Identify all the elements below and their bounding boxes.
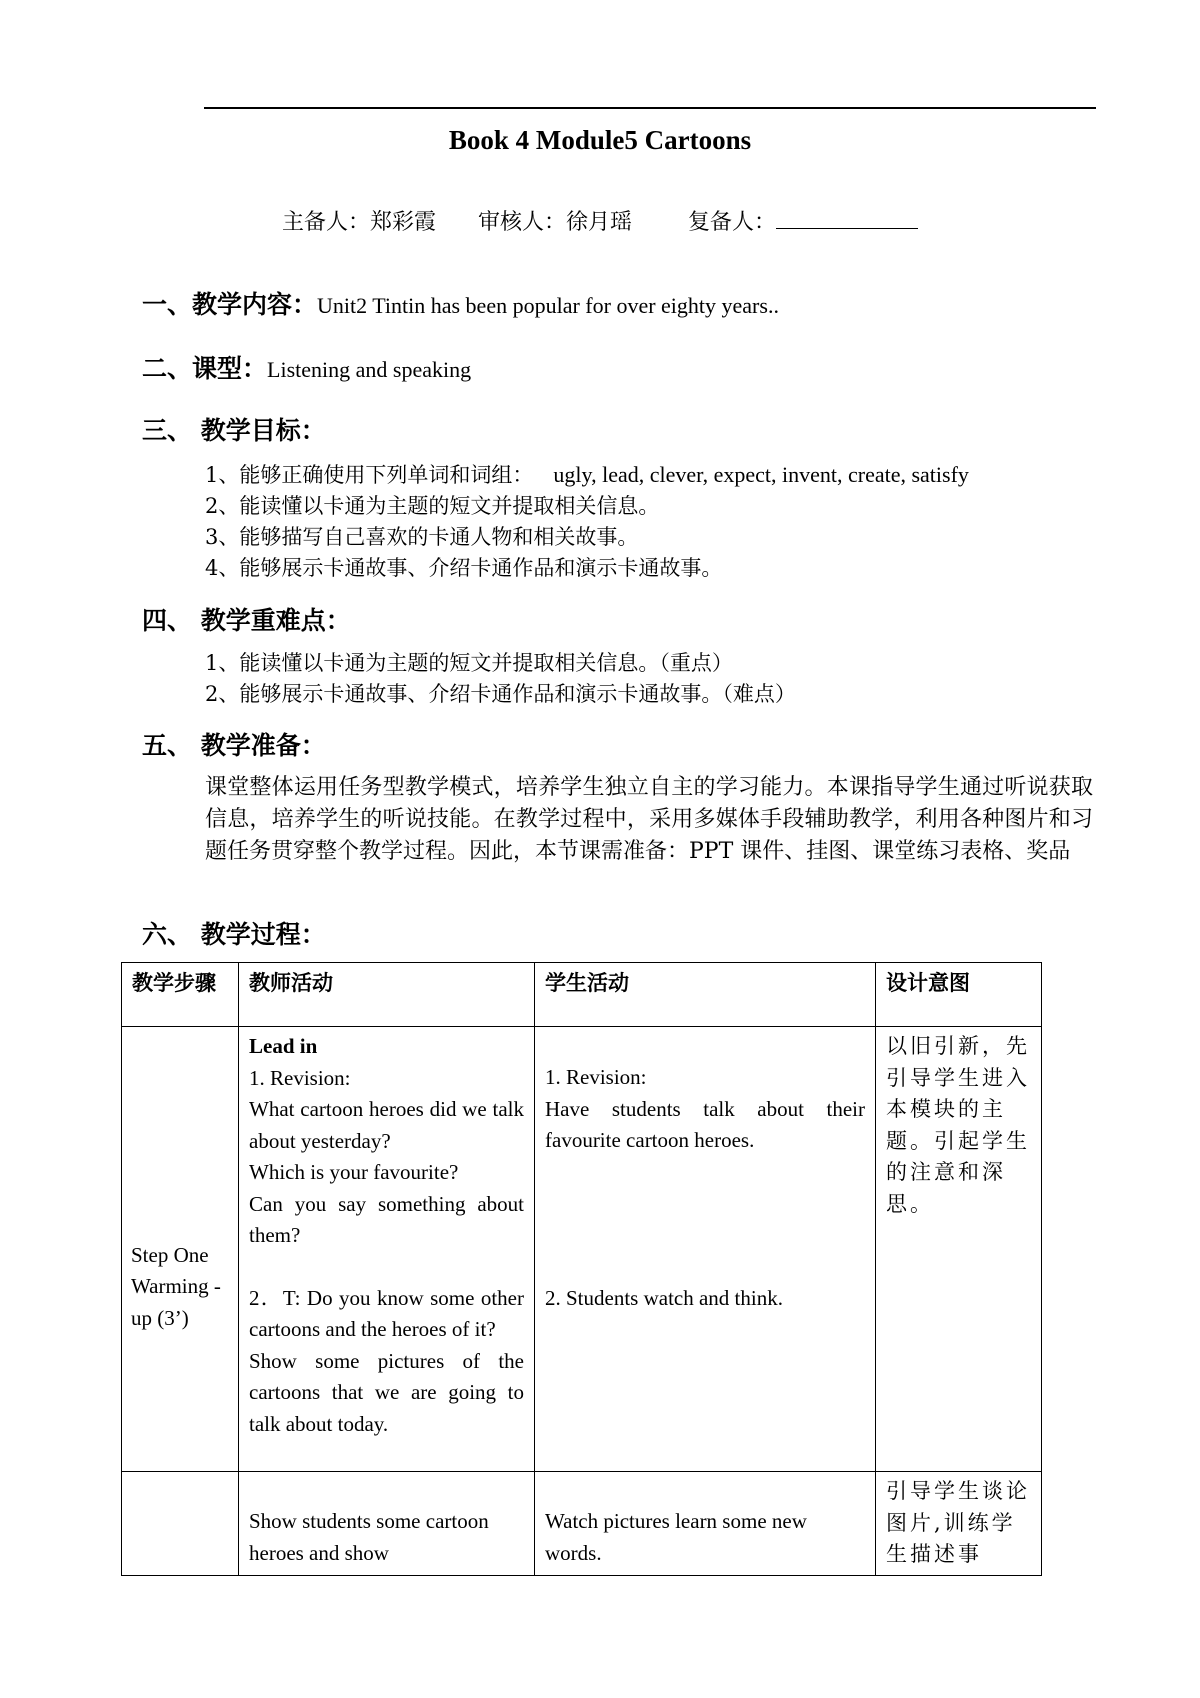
student-activity-cell: 1. Revision: Have students talk about their favourite cartoon heroes. 2. Students watch and think. (535, 1027, 876, 1472)
table-row (122, 1027, 1042, 1472)
preparation-paragraph: 课堂整体运用任务型教学模式，培养学生独立自主的学习能力。本课指导学生通过听说获取信息，培养学生的听说技能。在教学过程中，采用多媒体手段辅助教学，利用各种图片和习题任务贯穿整个教学过程。因此，本节课需准备：PPT 课件、挂图、课堂练习表格、奖品 (205, 775, 1093, 864)
section-lesson-type (142, 349, 471, 385)
section-lesson-type-label: 二、课型： (142, 354, 268, 383)
section-lesson-type-text: Listening and speaking (267, 357, 472, 382)
section-objectives (142, 411, 326, 447)
step-cell: Step One Warming -up (3’) (122, 1027, 239, 1472)
table-row (122, 1472, 1042, 1576)
header-student: 学生活动 (535, 963, 876, 1027)
section-content-label: 一、教学内容： (142, 290, 318, 319)
table-header-row (122, 963, 1042, 1027)
list-item: 1、能读懂以卡通为主题的短文并提取相关信息。（重点） (205, 651, 733, 675)
teacher-activity-cell: Lead in 1. Revision: What cartoon heroes did we talk about yesterday? Which is your favourite? Can you say something about them? 2．T: Do you know some other cartoons and the heroes of it? Show some pictures of the cartoons that we are going to talk about today. (239, 1027, 535, 1472)
list-item: 3、能够描写自己喜欢的卡通人物和相关故事。 (205, 525, 639, 549)
reviewer-blank (776, 210, 918, 229)
design-intent-cell: 以旧引新，先引导学生进入本模块的主题。引起学生的注意和深思。 (876, 1027, 1042, 1472)
document-title: Book 4 Module5 Cartoons (448, 125, 752, 155)
section-key-points (142, 601, 351, 637)
section-process-label: 六、 教学过程： (142, 920, 326, 949)
header-step: 教学步骤 (122, 963, 239, 1027)
design-intent-cell: 引导学生谈论图片,训练学生描述事 (876, 1472, 1042, 1576)
section-preparation-label: 五、 教学准备： (142, 731, 326, 760)
list-item: 2、能够展示卡通故事、介绍卡通作品和演示卡通故事。（难点） (205, 682, 796, 706)
step-cell (122, 1472, 239, 1576)
preparers-line (0, 205, 1200, 236)
teaching-process-table (121, 962, 1042, 1576)
section-objectives-label: 三、 教学目标： (142, 416, 326, 445)
header-teacher: 教师活动 (239, 963, 535, 1027)
objectives-list (205, 459, 969, 584)
teacher-activity-cell: Show students some cartoon heroes and show (239, 1472, 535, 1576)
section-content-text: Unit2 Tintin has been popular for over eighty years.. (317, 293, 779, 318)
key-points-list (205, 648, 796, 710)
list-item: 4、能够展示卡通故事、介绍卡通作品和演示卡通故事。 (205, 556, 723, 580)
section-preparation (142, 726, 326, 762)
preparers-text: 主备人：郑彩霞 审核人：徐月瑶 复备人： (282, 210, 776, 235)
header-intent: 设计意图 (876, 963, 1042, 1027)
section-process (142, 915, 326, 951)
section-content (142, 285, 779, 321)
list-item: 1、能够正确使用下列单词和词组： ugly, lead, clever, expect, invent, create, satisfy (205, 462, 969, 487)
section-key-points-label: 四、 教学重难点： (142, 606, 351, 635)
list-item: 2、能读懂以卡通为主题的短文并提取相关信息。 (205, 494, 660, 518)
header-rule (204, 107, 1096, 109)
lead-in-heading: Lead in (249, 1034, 318, 1058)
student-activity-cell: Watch pictures learn some new words. (535, 1472, 876, 1576)
